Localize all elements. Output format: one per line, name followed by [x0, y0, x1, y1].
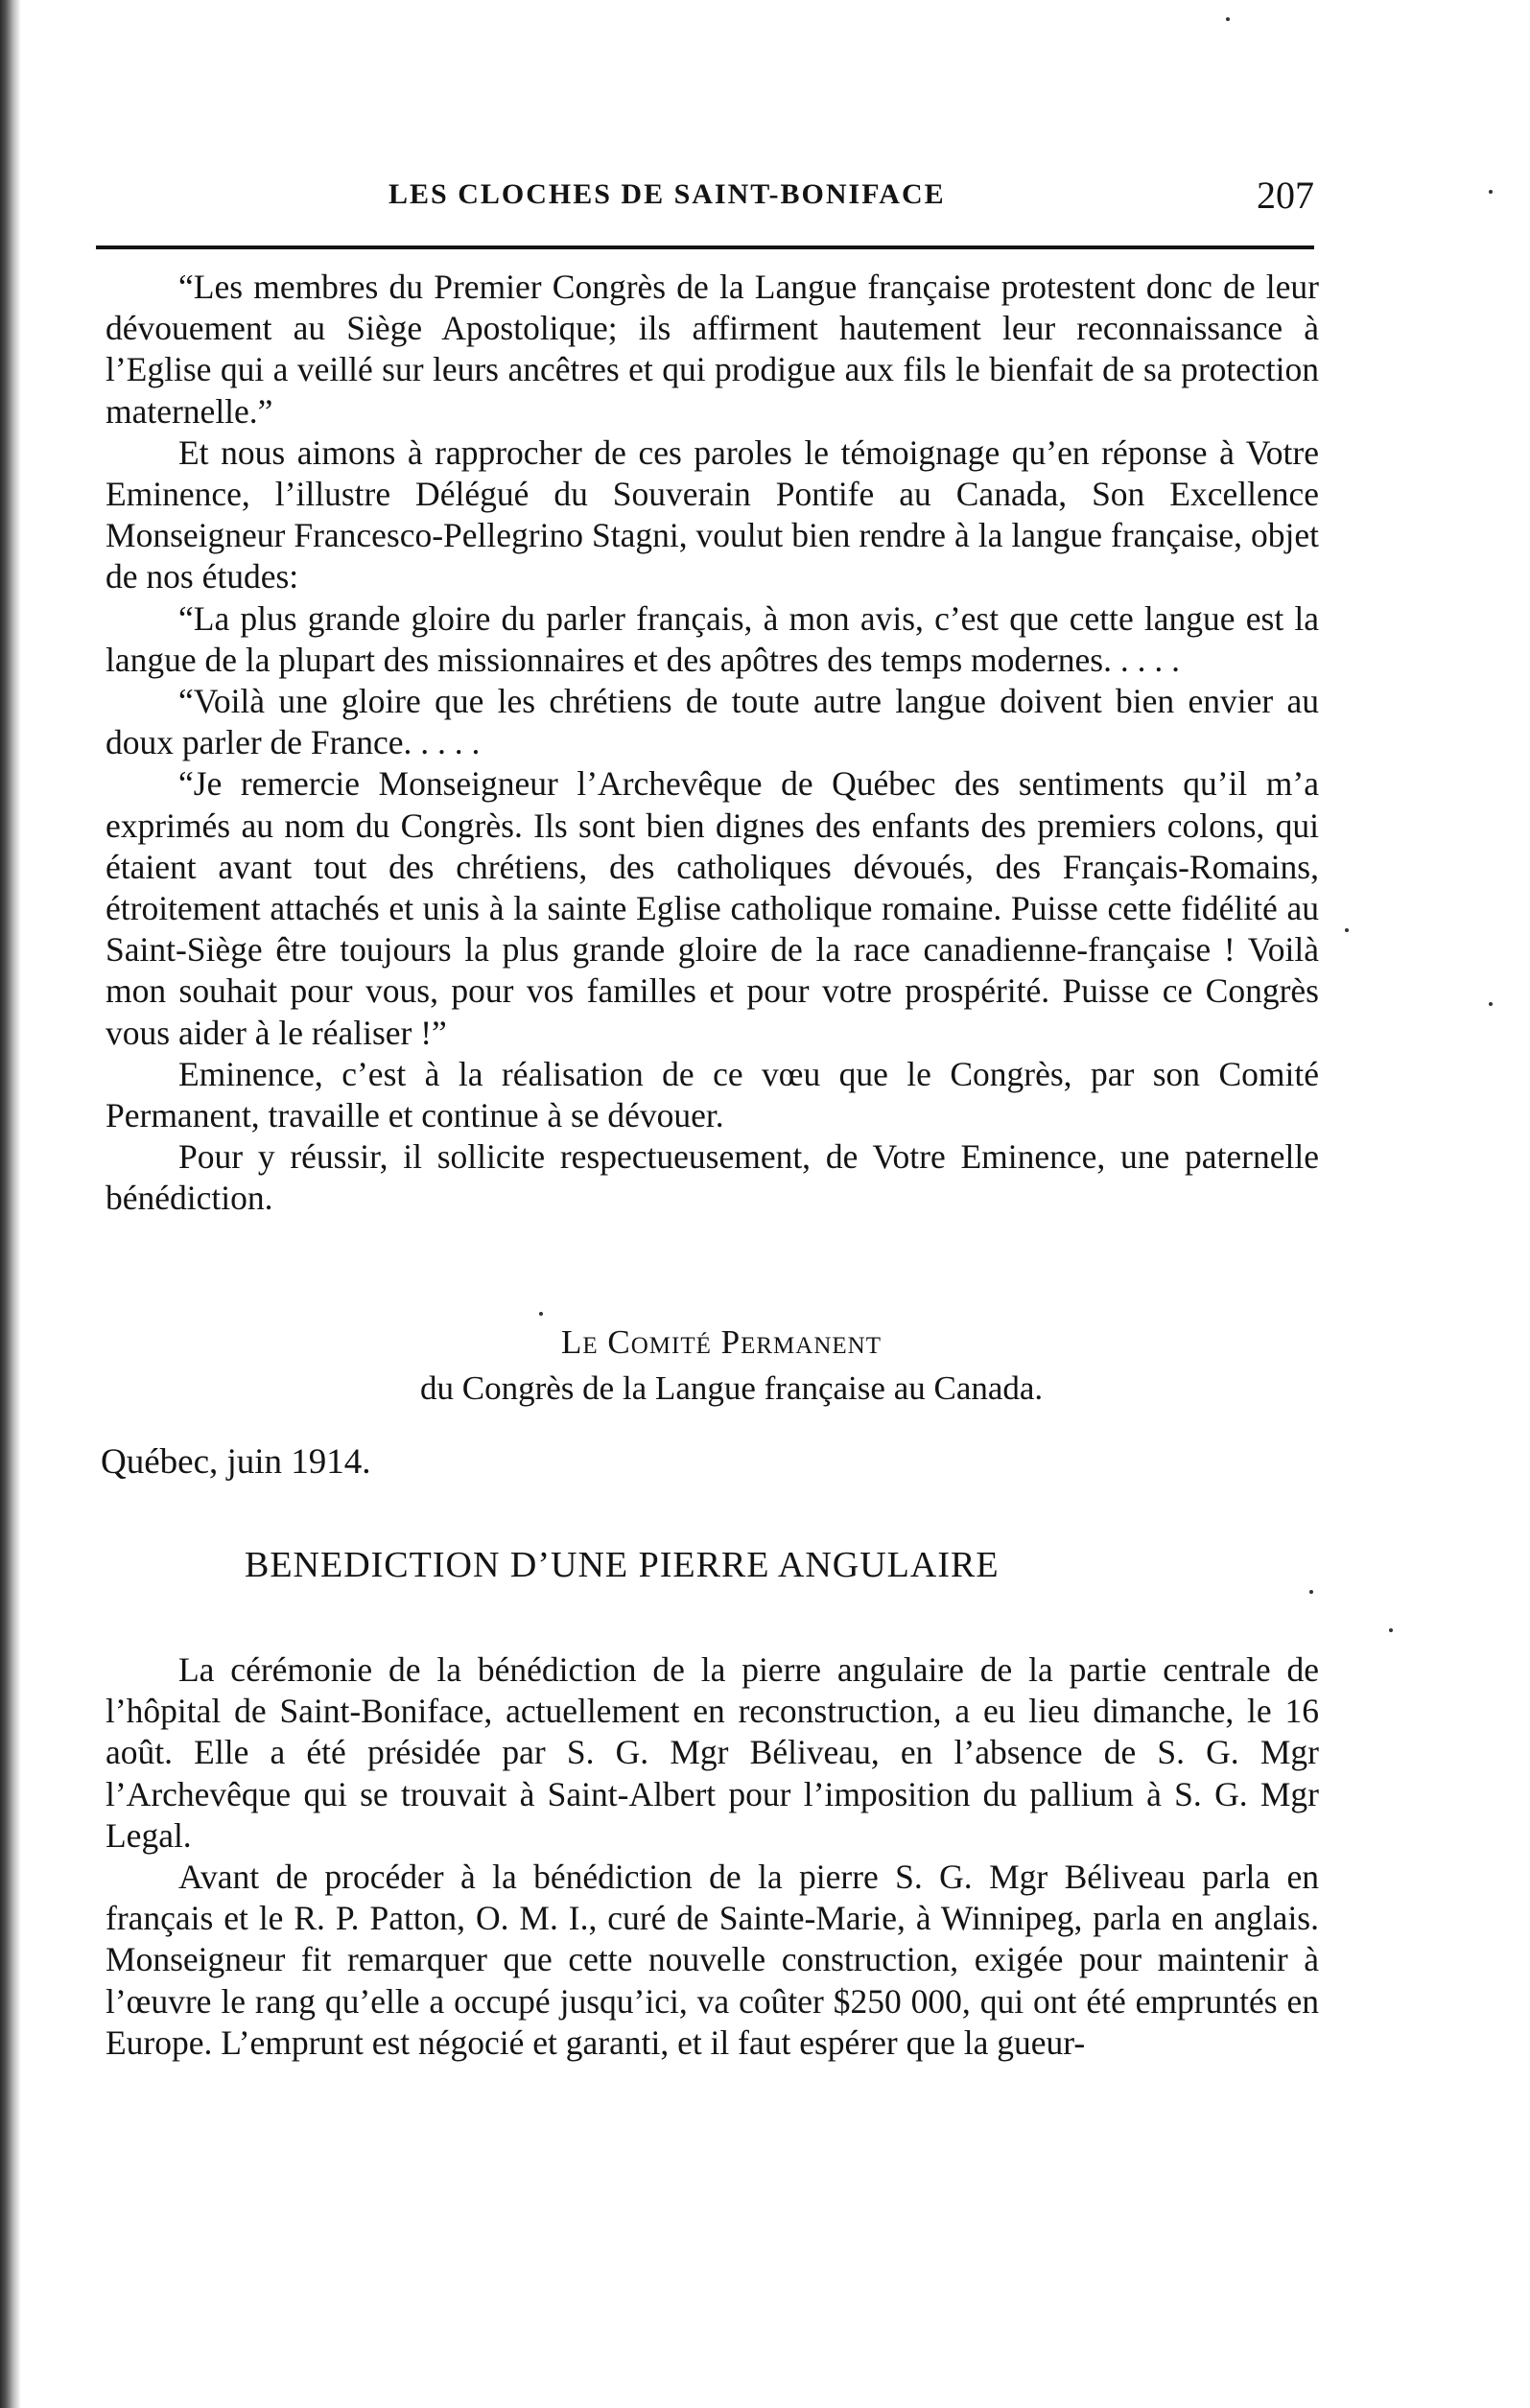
letter-paragraph: Et nous aimons à rapprocher de ces paroles le témoignage qu’en réponse à Votre Eminence, l’illustre Délégué du Souverain Pontife au Canada, Son Excellence Monseigneur Francesco-Pellegrino Stagni, voulut bien rendre à la langue française, objet de nos études:	[106, 433, 1319, 596]
print-speck	[539, 1312, 543, 1316]
binding-shadow	[0, 0, 21, 2408]
section-paragraph: Avant de procéder à la bénédiction de la pierre S. G. Mgr Béliveau parla en français et le R. P. Patton, O. M. I., curé de Sainte-Marie, à Winnipeg, parla en anglais. Monseigneur fit remarquer que cette nouvelle construction, exigée pour maintenir à l’œuvre le rang qu’elle a occupé jusqu’ici, va coûter $250 000, qui ont été empruntés en Europe. L’emprunt est négocié et garanti, et il faut espérer que la gueur-	[106, 1858, 1319, 2062]
header-rule	[96, 245, 1314, 249]
running-head	[96, 173, 1314, 230]
print-speck	[1389, 1628, 1393, 1632]
print-speck	[1345, 928, 1349, 932]
section-body	[106, 1649, 1319, 2064]
print-speck	[1226, 17, 1230, 21]
running-title: LES CLOCHES DE SAINT-BONIFACE	[388, 178, 946, 210]
letter-paragraph: “Les membres du Premier Congrès de la Langue française protestent donc de leur dévouement au Siège Apostolique; ils affirment hautement leur reconnaissance à l’Eglise qui a veillé sur leurs ancêtres et qui prodigue aux fils le bienfait de sa protection maternelle.”	[106, 268, 1319, 431]
letter-paragraph: “Voilà une gloire que les chrétiens de toute autre langue doivent bien envier au doux parler de France. . . . .	[106, 682, 1319, 762]
letter-paragraph: Pour y réussir, il sollicite respectueusement, de Votre Eminence, une paternelle bénédiction.	[106, 1137, 1319, 1218]
letter-paragraph: “Je remercie Monseigneur l’Archevêque de Québec des sentiments qu’il m’a exprimés au nom du Congrès. Ils sont bien dignes des enfants des premiers colons, qui étaient avant tout des chrétiens, des catholiques dévoués, des Français-Romains, étroitement attachés et unis à la sainte Eglise catholique romaine. Puisse cette fidélité au Saint-Siège être toujours la plus grande gloire de la race canadienne-française ! Voilà mon souhait pour vous, pour vos familles et pour votre prospérité. Puisse ce Congrès vous aider à le réaliser !”	[106, 764, 1319, 1052]
letter-paragraph: “La plus grande gloire du parler français, à mon avis, c’est que cette langue est la langue de la plupart des missionnaires et des apôtres des temps modernes. . . . .	[106, 598, 1319, 679]
page-number: 207	[1257, 174, 1314, 217]
letter-paragraph: Eminence, c’est à la réalisation de ce vœu que le Congrès, par son Comité Permanent, travaille et continue à se dévouer.	[106, 1054, 1319, 1135]
signature-organization: du Congrès de la Langue française au Canada.	[420, 1369, 1044, 1407]
section-paragraph: La cérémonie de la bénédiction de la pierre angulaire de la partie centrale de l’hôpital de Saint-Boniface, actuellement en reconstruction, a eu lieu dimanche, le 16 août. Elle a été présidée par S. G. Mgr Béliveau, en l’absence de S. G. Mgr l’Archevêque qui se trouvait à Saint-Albert pour l’imposition du pallium à S. G. Mgr Legal.	[106, 1650, 1319, 1855]
signature-name: Le Comité Permanent	[561, 1323, 882, 1361]
print-speck	[1489, 1002, 1493, 1006]
print-speck	[1309, 1590, 1313, 1594]
section-title: BENEDICTION D’UNE PIERRE ANGULAIRE	[245, 1545, 1000, 1585]
print-speck	[1489, 190, 1493, 194]
dateline: Québec, juin 1914.	[101, 1442, 371, 1482]
letter-body	[106, 267, 1319, 1220]
